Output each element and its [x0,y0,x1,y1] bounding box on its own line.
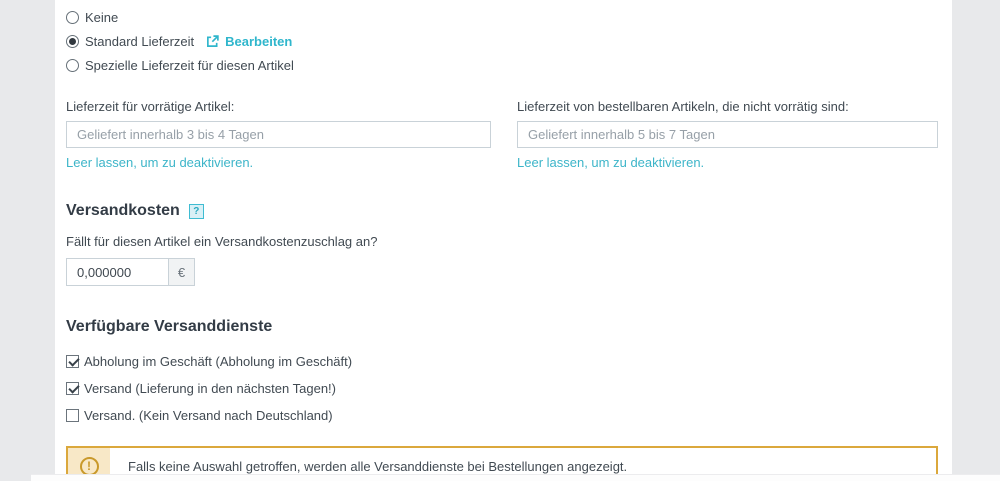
checkbox-label: Versand (Lieferung in den nächsten Tagen!) [84,381,336,396]
checkbox-label: Abholung im Geschäft (Abholung im Geschäft) [84,354,353,369]
radio-option-spezielle-lieferzeit[interactable] [66,53,938,77]
field-delivery-time-backorder [517,99,938,170]
shipping-services-list [66,348,938,429]
shipping-services-heading [66,318,938,336]
settings-panel [55,0,952,478]
edit-standard-delivery-link[interactable] [206,34,292,49]
checkbox[interactable] [66,382,79,395]
radio-button[interactable] [66,35,79,48]
currency-addon: € [169,258,195,286]
radio-button[interactable] [66,11,79,24]
delivery-time-backorder-input[interactable] [517,121,938,148]
shipping-costs-heading [66,202,938,220]
checkbox[interactable] [66,355,79,368]
checkbox[interactable] [66,409,79,422]
edit-link-label: Bearbeiten [225,33,293,49]
surcharge-input-group [66,258,938,286]
checkbox-option-abholung[interactable] [66,348,938,375]
external-link-icon [206,35,225,48]
radio-label: Spezielle Lieferzeit für diesen Artikel [85,57,294,73]
field-label: Lieferzeit für vorrätige Artikel: [66,99,235,114]
page-bottom-strip [31,474,1000,481]
delivery-time-fields [66,99,938,170]
surcharge-amount-input[interactable] [66,258,169,286]
alert-circle-icon: ! [80,457,99,476]
checkbox-label: Versand. (Kein Versand nach Deutschland) [84,408,333,423]
notice-text: Falls keine Auswahl getroffen, werden alle Versanddienste bei Bestellungen angezeigt. [128,458,628,474]
field-hint: Leer lassen, um zu deaktivieren. [66,155,254,170]
radio-label: Keine [85,9,119,25]
radio-button[interactable] [66,59,79,72]
radio-option-keine[interactable] [66,5,938,29]
radio-option-standard-lieferzeit[interactable] [66,29,938,53]
help-icon[interactable]: ? [189,204,204,219]
delivery-time-in-stock-input[interactable] [66,121,491,148]
field-label: Lieferzeit von bestellbaren Artikeln, die nicht vorrätig sind: [517,99,849,114]
delivery-time-radio-group [66,5,938,77]
surcharge-question: Fällt für diesen Artikel ein Versandkostenzuschlag an? [66,234,378,249]
field-delivery-time-in-stock [66,99,491,170]
radio-label: Standard Lieferzeit [85,33,195,49]
checkbox-option-versand[interactable] [66,375,938,402]
section-title-text: Verfügbare Versanddienste [66,318,273,335]
field-hint: Leer lassen, um zu deaktivieren. [517,155,705,170]
section-title-text: Versandkosten [66,202,180,219]
checkbox-option-versand-kein-deutschland[interactable] [66,402,938,429]
